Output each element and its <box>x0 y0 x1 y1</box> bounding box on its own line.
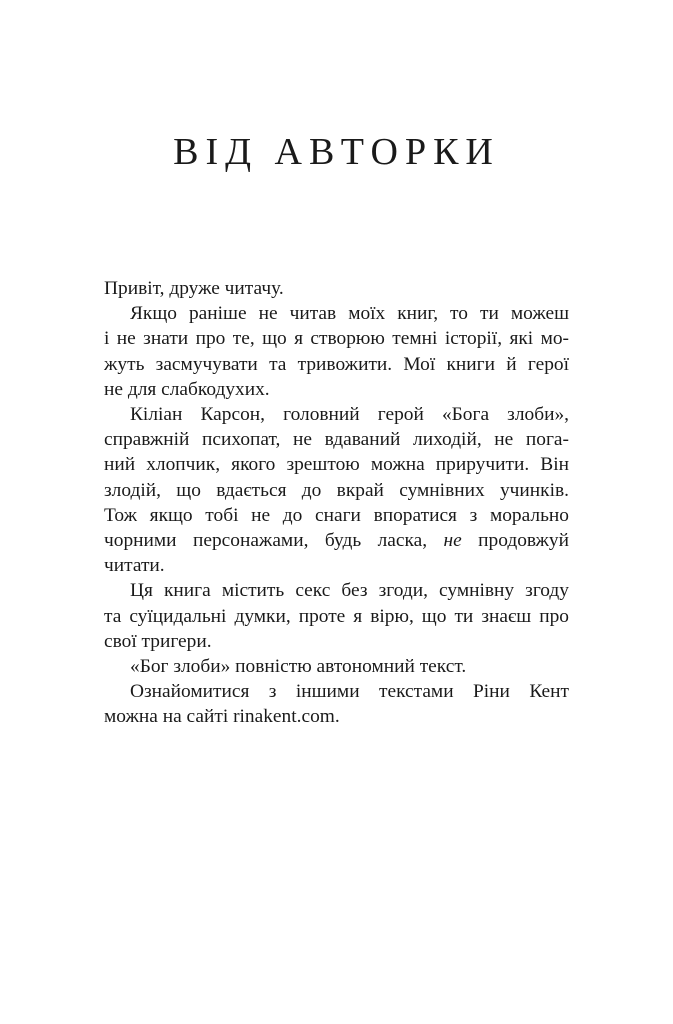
paragraph-3-line-1: Ця книга містить секс без згоди, сумнівну згоду <box>130 580 569 602</box>
paragraph-3-line-2: та суїцидальні думки, проте я вірю, що ти знаєш про <box>104 605 569 627</box>
paragraph-1-line-1: Якщо раніше не читав моїх книг, то ти можеш <box>130 303 569 325</box>
paragraph-1-line-3: жуть засмучувати та тривожити. Мої книги й герої <box>104 353 569 375</box>
paragraph-2-line-6-after: продовжуй <box>478 530 569 552</box>
paragraph-2-line-4: злодій, що вдається до вкрай сумнівних учинків. <box>104 479 569 501</box>
emphasis-ne: не <box>443 530 462 552</box>
paragraph-2-line-5: Тож якщо тобі не до снаги впоратися з морально <box>104 504 569 526</box>
paragraph-2-line-7: читати. <box>104 555 165 577</box>
paragraph-5-line-2: можна на сайті rinakent.com. <box>104 706 340 728</box>
paragraph-5-line-1: Ознайомитися з іншими текстами Ріни Кент <box>130 681 569 703</box>
paragraph-2-line-6-before: чорними персонажами, будь ласка, <box>104 530 428 552</box>
paragraph-4-line-1: «Бог злоби» повністю автономний текст. <box>130 656 467 678</box>
paragraph-2-line-2: справжній психопат, не вдаваний лиходій, не пога- <box>104 429 569 451</box>
greeting-paragraph <box>104 276 569 301</box>
paragraph-2-line-6 <box>104 528 569 553</box>
paragraph-3 <box>104 578 569 654</box>
paragraph-1-line-4: не для слабкодухих. <box>104 378 270 400</box>
paragraph-4 <box>104 654 569 679</box>
paragraph-2-line-1: Кіліан Карсон, головний герой «Бога злоби», <box>130 404 569 426</box>
paragraph-1 <box>104 301 569 402</box>
paragraph-3-line-3: свої тригери. <box>104 630 212 652</box>
paragraph-2-line-3: ний хлопчик, якого зрештою можна приручити. Він <box>104 454 569 476</box>
body-text <box>104 276 569 730</box>
paragraph-5 <box>104 679 569 729</box>
paragraph-1-line-2: і не знати про те, що я створюю темні історії, які мо- <box>104 328 569 350</box>
paragraph-2 <box>104 402 569 578</box>
greeting-line: Привіт, друже читачу. <box>104 278 284 299</box>
page-title: ВІД АВТОРКИ <box>173 131 500 173</box>
